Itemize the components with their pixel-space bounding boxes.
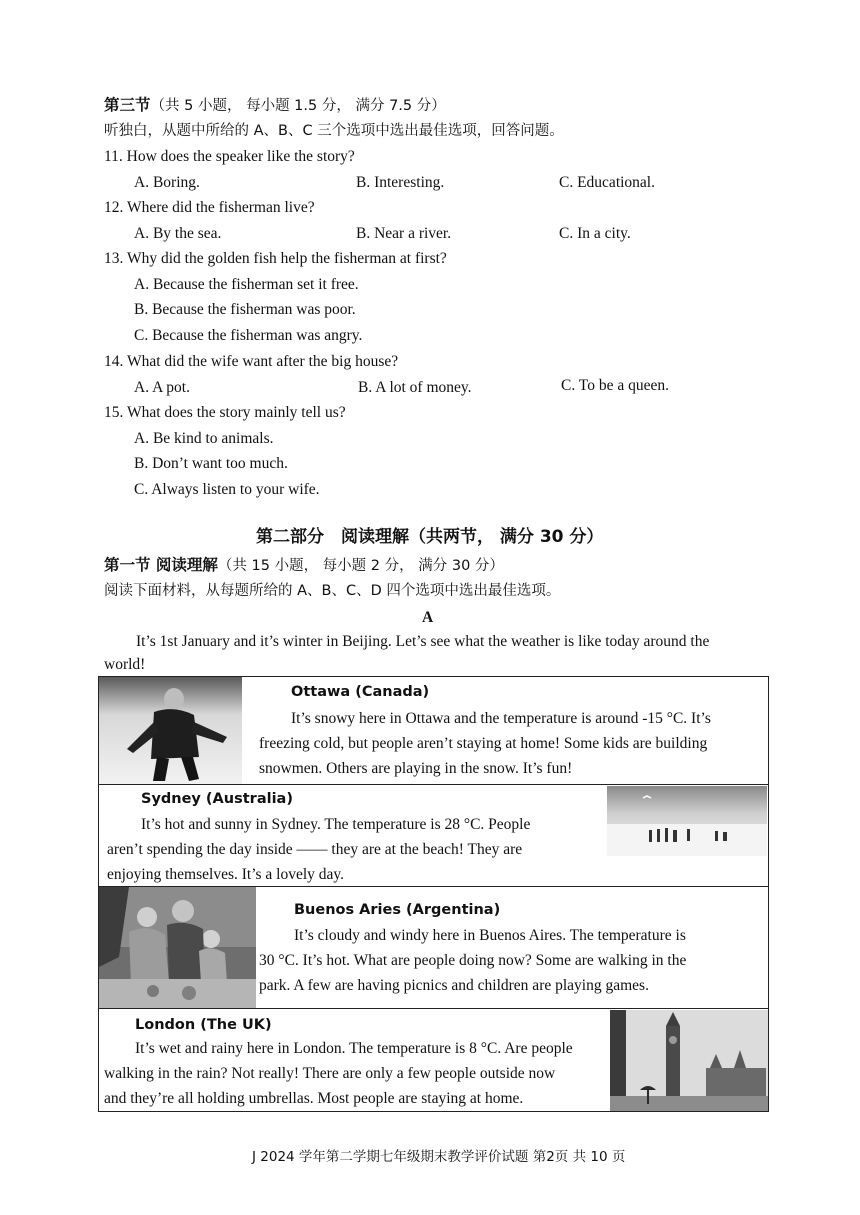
q15-option-a: A. Be kind to animals.: [134, 430, 274, 447]
passage-letter: A: [422, 609, 434, 626]
q13-option-a: A. Because the fisherman set it free.: [134, 276, 359, 293]
q13-option-b: B. Because the fisherman was poor.: [134, 301, 356, 318]
part2-section1-scoring: （共 15 小题， 每小题 2 分， 满分 30 分）: [217, 558, 504, 574]
ottawa-line-1: It’s snowy here in Ottawa and the temperature is around -15 °C. It’s: [291, 710, 711, 727]
buenos-aires-line-1: It’s cloudy and windy here in Buenos Aires. The temperature is: [294, 927, 686, 944]
passage-intro-line-2: world!: [104, 656, 146, 673]
child-running-in-snow-photo: [99, 677, 242, 784]
city-box-sydney: [98, 784, 769, 887]
page-footer: J 2024 学年第二学期七年级期末教学评价试题 第2页 共 10 页: [252, 1149, 626, 1165]
city-title-ottawa: Ottawa (Canada): [291, 684, 430, 700]
part2-section1-heading: [104, 555, 504, 576]
q12-option-a: A. By the sea.: [134, 225, 222, 242]
question-12: 12. Where did the fisherman live?: [104, 199, 315, 216]
q11-option-b: B. Interesting.: [356, 174, 445, 191]
part2-instruction: 阅读下面材料，从每题所给的 A、B、C、D 四个选项中选出最佳选项。: [104, 583, 561, 599]
q14-option-c: C. To be a queen.: [561, 377, 669, 394]
q14-option-a: A. A pot.: [134, 379, 190, 396]
big-ben-rainy-photo: [610, 1010, 768, 1112]
question-13: 13. Why did the golden fish help the fisherman at first?: [104, 250, 447, 267]
q12-option-c: C. In a city.: [559, 225, 631, 242]
london-line-2: walking in the rain? Not really! There are only a few people outside now: [104, 1065, 556, 1082]
section3-heading: [104, 95, 446, 116]
part2-title: 第二部分 阅读理解（共两节， 满分 30 分）: [256, 527, 604, 547]
q11-option-a: A. Boring.: [134, 174, 200, 191]
sydney-line-3: enjoying themselves. It’s a lovely day.: [107, 866, 345, 883]
q11-option-c: C. Educational.: [559, 174, 655, 191]
city-box-ottawa: [98, 676, 769, 785]
city-title-sydney: Sydney (Australia): [141, 791, 293, 807]
question-14: 14. What did the wife want after the big house?: [104, 353, 399, 370]
ottawa-line-2: freezing cold, but people aren’t staying at home! Some kids are building: [259, 735, 708, 752]
london-line-3: and they’re all holding umbrellas. Most people are staying at home.: [104, 1090, 524, 1107]
city-box-london: [98, 1008, 769, 1112]
q13-option-c: C. Because the fisherman was angry.: [134, 327, 363, 344]
q15-option-b: B. Don’t want too much.: [134, 455, 288, 472]
part2-section1-title: 第一节 阅读理解: [104, 556, 218, 574]
q14-option-b: B. A lot of money.: [358, 379, 472, 396]
ottawa-line-3: snowmen. Others are playing in the snow. It’s fun!: [259, 760, 573, 777]
city-title-buenos-aires: Buenos Aries (Argentina): [294, 902, 501, 918]
city-title-london: London (The UK): [135, 1017, 272, 1033]
people-on-beach-photo: [607, 786, 767, 856]
q12-option-b: B. Near a river.: [356, 225, 452, 242]
q15-option-c: C. Always listen to your wife.: [134, 481, 320, 498]
sydney-line-1: It’s hot and sunny in Sydney. The temperature is 28 °C. People: [141, 816, 531, 833]
city-box-buenos-aires: [98, 886, 769, 1009]
question-11: 11. How does the speaker like the story?: [104, 148, 355, 165]
section3-title: 第三节: [104, 96, 151, 114]
question-15: 15. What does the story mainly tell us?: [104, 404, 346, 421]
section3-scoring: （共 5 小题， 每小题 1.5 分， 满分 7.5 分）: [150, 98, 446, 114]
buenos-aires-line-3: park. A few are having picnics and children are playing games.: [259, 977, 649, 994]
sydney-line-2: aren’t spending the day inside —— they are at the beach! They are: [107, 841, 523, 858]
london-line-1: It’s wet and rainy here in London. The temperature is 8 °C. Are people: [135, 1040, 573, 1057]
buenos-aires-line-2: 30 °C. It’s hot. What are people doing now? Some are walking in the: [259, 952, 687, 969]
section3-instruction: 听独白，从题中所给的 A、B、C 三个选项中选出最佳选项，回答问题。: [104, 123, 564, 139]
family-picnic-photo: [99, 887, 256, 1008]
passage-intro-line-1: It’s 1st January and it’s winter in Beijing. Let’s see what the weather is like today around the: [136, 633, 710, 650]
